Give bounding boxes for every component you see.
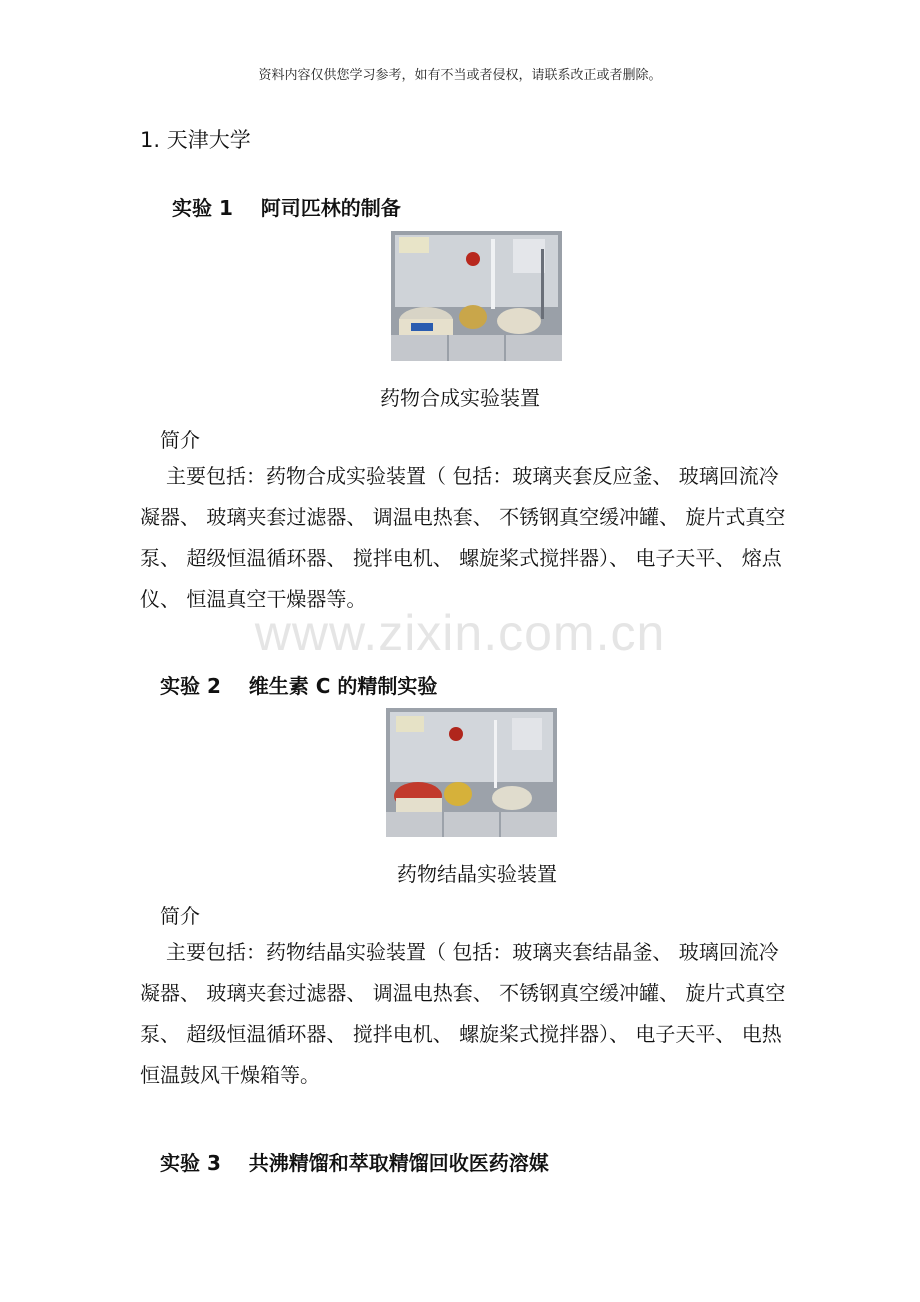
experiment-1-description: 主要包括：药物合成实验装置（ 包括：玻璃夹套反应釜、 玻璃回流冷凝器、 玻璃夹套过滤器、 调温电热套、 不锈钢真空缓冲罐、 旋片式真空泵、 超级恒温循环器、 搅拌电机、 螺旋桨式搅拌器）、 电子天平、 熔点仪、 恒温真空干燥器等。 <box>140 464 786 611</box>
experiment-2-caption: 药物结晶实验装置 <box>397 862 557 886</box>
experiment-2-intro-label: 简介 <box>160 904 200 928</box>
experiment-1-intro-label: 简介 <box>160 428 200 452</box>
experiment-1-title: 实验 1 阿司匹林的制备 <box>172 196 401 220</box>
watermark: www.zixin.com.cn <box>254 605 666 661</box>
experiment-3-title: 实验 3 共沸精馏和萃取精馏回收医药溶媒 <box>160 1151 549 1175</box>
experiment-1-apparatus-photo <box>391 231 562 361</box>
experiment-2-title: 实验 2 维生素 C 的精制实验 <box>160 674 438 698</box>
header-disclaimer: 资料内容仅供您学习参考，如有不当或者侵权，请联系改正或者删除。 <box>258 68 662 83</box>
section-title: 1. 天津大学 <box>140 128 251 152</box>
experiment-1-caption: 药物合成实验装置 <box>380 386 540 410</box>
experiment-2-description: 主要包括：药物结晶实验装置（ 包括：玻璃夹套结晶釜、 玻璃回流冷凝器、 玻璃夹套过滤器、 调温电热套、 不锈钢真空缓冲罐、 旋片式真空泵、 超级恒温循环器、 搅拌电机、 螺旋桨式搅拌器）、 电子天平、 电热恒温鼓风干燥箱等。 <box>140 940 786 1087</box>
experiment-2-apparatus-photo <box>386 708 557 837</box>
